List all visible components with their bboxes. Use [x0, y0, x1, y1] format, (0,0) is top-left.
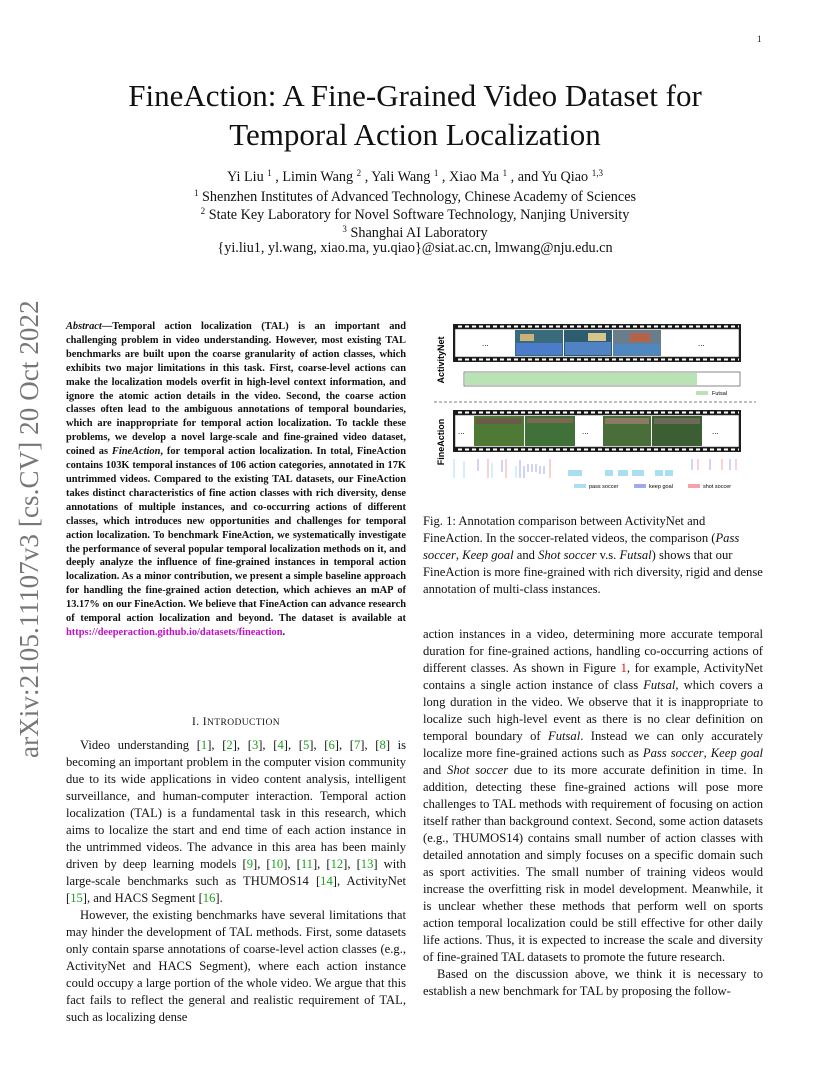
title-line-1: FineAction: A Fine-Grained Video Dataset for — [128, 78, 702, 113]
futsal-legend-label: Futsal — [712, 391, 727, 397]
futsal-legend-swatch — [696, 391, 708, 395]
svg-text:...: ... — [458, 427, 465, 436]
svg-text:...: ... — [582, 427, 589, 436]
abstract: Abstract—Temporal action localization (TAL) is an important and challenging problem in video understanding. However, most existing TAL benchmarks are built upon the coarse granularity of action classes, which exhibits two major limitations in this task. First, coarse-level actions can make the localization models overfit in high-level context information, and ignore the atomic action details in the video. Second, the coarse action classes often lead to the ambiguous annotations of temporal boundaries, which are inappropriate for temporal action localization. To tackle these problems, we develop a novel large-scale and fine-grained video dataset, coined as FineAction, for temporal action localization. In total, FineAction contains 103K temporal instances of 106 action categories, annotated in 17K untrimmed videos. Compared to the existing TAL datasets, our FineAction takes distinct characteristics of fine action classes with rich diversity, dense annotations of multiple instances, and co-occurring actions of different classes, which introduces new opportunities and challenges for temporal action localization. To benchmark FineAction, we systematically investigate the performance of several popular temporal localization methods on it, and deeply analyze the influence of fine-grained instances in temporal action localization. As a minor contribution, we present a simple baseline approach for handling the fine-grained action detection, which achieves an mAP of 13.17% on our FineAction. We believe that FineAction can advance research of temporal action localization and beyond. The dataset is available at https://deeperaction.github.io/datasets/fineaction. — [66, 321, 406, 638]
affiliation-3: $^3$ Shanghai AI Laboratory — [342, 224, 488, 241]
right-column-body — [423, 626, 763, 1000]
legend-swatch-shot-soccer — [688, 484, 700, 488]
legend-label-keep-goal: keep goal — [649, 484, 673, 490]
activitynet-film-strip — [453, 324, 741, 362]
intro-paragraph-3: action instances in a video, determining more accurate temporal duration for fine-grained actions, handling co-occurring actions of different classes. As shown in Figure 1, for example, ActivityNet contains a single action instance of class Futsal, which covers a long duration in the video. We observe that it is inappropriate to localize such high-level event as there is no clear definition on temporal boundary of Futsal. Instead we can only accurately localize more fine-grained actions such as Pass soccer, Keep goal and Shot soccer due to its more accurate definition in time. In addition, detecting these fine-grained actions will pose more challenges to TAL methods with requirement of focusing on action itself rather than background context. Second, some action datasets (e.g., THUMOS14) contains small number of action classes with detailed annotation and simply focuses on a specific domain such as sport activities. The small number of training videos would increase the overfitting risk in model development. Meanwhile, it is unclear whether these methods that perform well on sports action temporal localization could be still effective for other daily life actions. Thus, it is expected to increase the scale and diversity of fine-grained TAL datasets to promote the future research. — [423, 627, 764, 964]
paper-title — [60, 76, 770, 154]
figure-1 — [430, 320, 760, 495]
fineaction-annotations — [454, 459, 736, 478]
section-heading-introduction: I. INTRODUCTION — [191, 716, 281, 728]
figure-legend — [574, 484, 731, 490]
title-line-2: Temporal Action Localization — [229, 117, 601, 152]
left-column-body — [66, 737, 406, 1026]
affiliation-1: $^1$ Shenzhen Institutes of Advanced Technology, Chinese Academy of Sciences — [193, 188, 637, 205]
figure-1-caption: Fig. 1: Annotation comparison between ActivityNet and FineAction. In the soccer-related videos, the comparison (Pass soccer, Keep goal and Shot soccer v.s. Futsal) shows that our FineAction is more fine-grained with rich diversity, rigid and dense annotation of multi-class instances. — [423, 514, 763, 596]
intro-paragraph-1: Video understanding [1], [2], [3], [4], [5], [6], [7], [8] is becoming an important problem in the computer vision community due to its wide applications in video content analysis, intelligent surveillance, and human-computer interaction. Temporal action localization (TAL) is a fundamental task in this research, which aims to localize the start and end time of each action instance in the untrimmed videos. The advance in this area has been mainly driven by deep learning models [9], [10], [11], [12], [13] with large-scale benchmarks such as THUMOS14 [14], ActivityNet [15], and HACS Segment [16]. — [66, 738, 407, 905]
legend-swatch-pass-soccer — [574, 484, 586, 488]
legend-swatch-keep-goal — [634, 484, 646, 488]
legend-label-pass-soccer: pass soccer — [589, 484, 619, 490]
row-label-activitynet: ActivityNet — [436, 336, 446, 384]
author-emails: {yi.liu1, yl.wang, xiao.ma, yu.qiao}@siat.ac.cn, lmwang@nju.edu.cn — [217, 240, 613, 256]
ellipsis: ... — [698, 339, 705, 348]
dataset-name: FineAction — [111, 446, 161, 458]
futsal-segment — [465, 373, 697, 385]
intro-paragraph-2: However, the existing benchmarks have several limitations that may hinder the development of TAL methods. First, some datasets only contain sparse annotations of coarse-level action classes (e.g., ActivityNet and HACS Segment), where each action instance could occupy a large portion of the whole video. We argue that this fact fails to reflect the general and realistic requirement of TAL, such as localizing dense — [66, 908, 406, 1024]
svg-text:...: ... — [712, 427, 719, 436]
ellipsis: ... — [482, 339, 489, 348]
intro-paragraph-4: Based on the discussion above, we think it is necessary to establish a new benchmark for TAL by proposing the follow- — [423, 967, 763, 998]
row-label-fineaction: FineAction — [436, 418, 446, 466]
arxiv-stamp: arXiv:2105.11107v3 [cs.CV] 20 Oct 2022 — [14, 300, 44, 758]
affiliation-2: $^2$ State Key Laboratory for Novel Software Technology, Nanjing University — [200, 206, 630, 223]
legend-label-shot-soccer: shot soccer — [703, 484, 732, 490]
author-list: Yi Liu $^1$ , Limin Wang $^2$ , Yali Wang $^1$ , Xiao Ma $^1$ , and Yu Qiao $^{1,3}$ — [227, 168, 603, 185]
page-number: 1 — [757, 34, 762, 44]
abstract-lead: Abstract — [66, 321, 102, 332]
dataset-link[interactable]: https://deeperaction.github.io/datasets/fineaction — [66, 626, 283, 638]
fineaction-film-strip — [453, 410, 741, 452]
